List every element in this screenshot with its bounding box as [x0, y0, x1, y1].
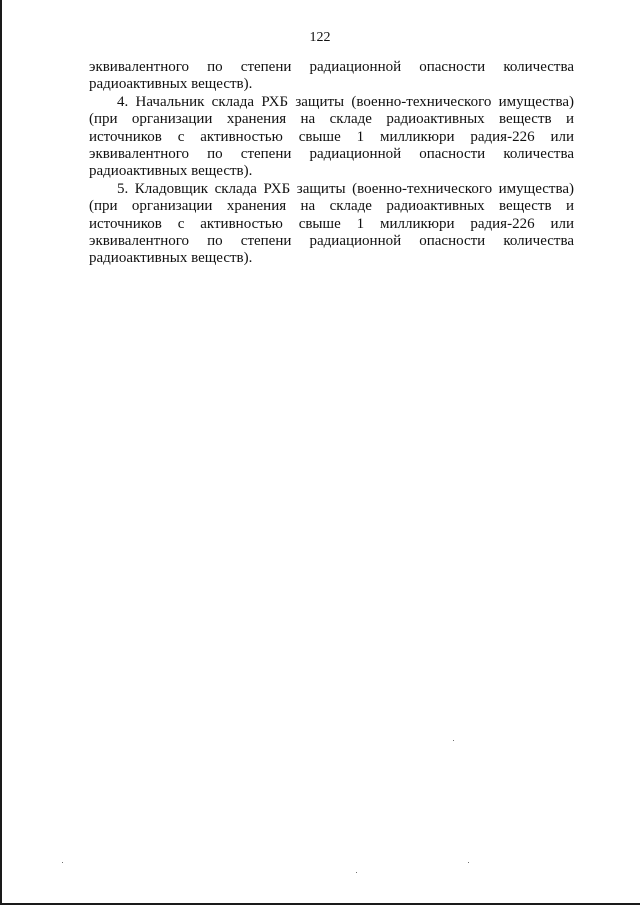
paragraph-continuation: эквивалентного по степени радиационной опасности количества радиоактивных веществ). — [89, 59, 574, 93]
document-body — [89, 59, 574, 268]
paragraph-item-5: 5. Кладовщик склада РХБ защиты (военно-технического имущества) (при организации хранения на складе радиоактивных веществ и источников с активностью свыше 1 милликюри радия-226 или эквивалентного по степени радиационной опасности количества радиоактивных веществ). — [89, 180, 574, 267]
scan-speck — [62, 862, 63, 863]
page-number: 122 — [309, 30, 331, 45]
scan-speck — [453, 740, 454, 741]
paragraph-item-4: 4. Начальник склада РХБ защиты (военно-технического имущества) (при организации хранения на складе радиоактивных веществ и источников с активностью свыше 1 милликюри радия-226 или эквивалентного по степени радиационной опасности количества радиоактивных веществ). — [89, 93, 574, 180]
scan-speck — [356, 872, 357, 873]
scan-speck — [468, 862, 469, 863]
